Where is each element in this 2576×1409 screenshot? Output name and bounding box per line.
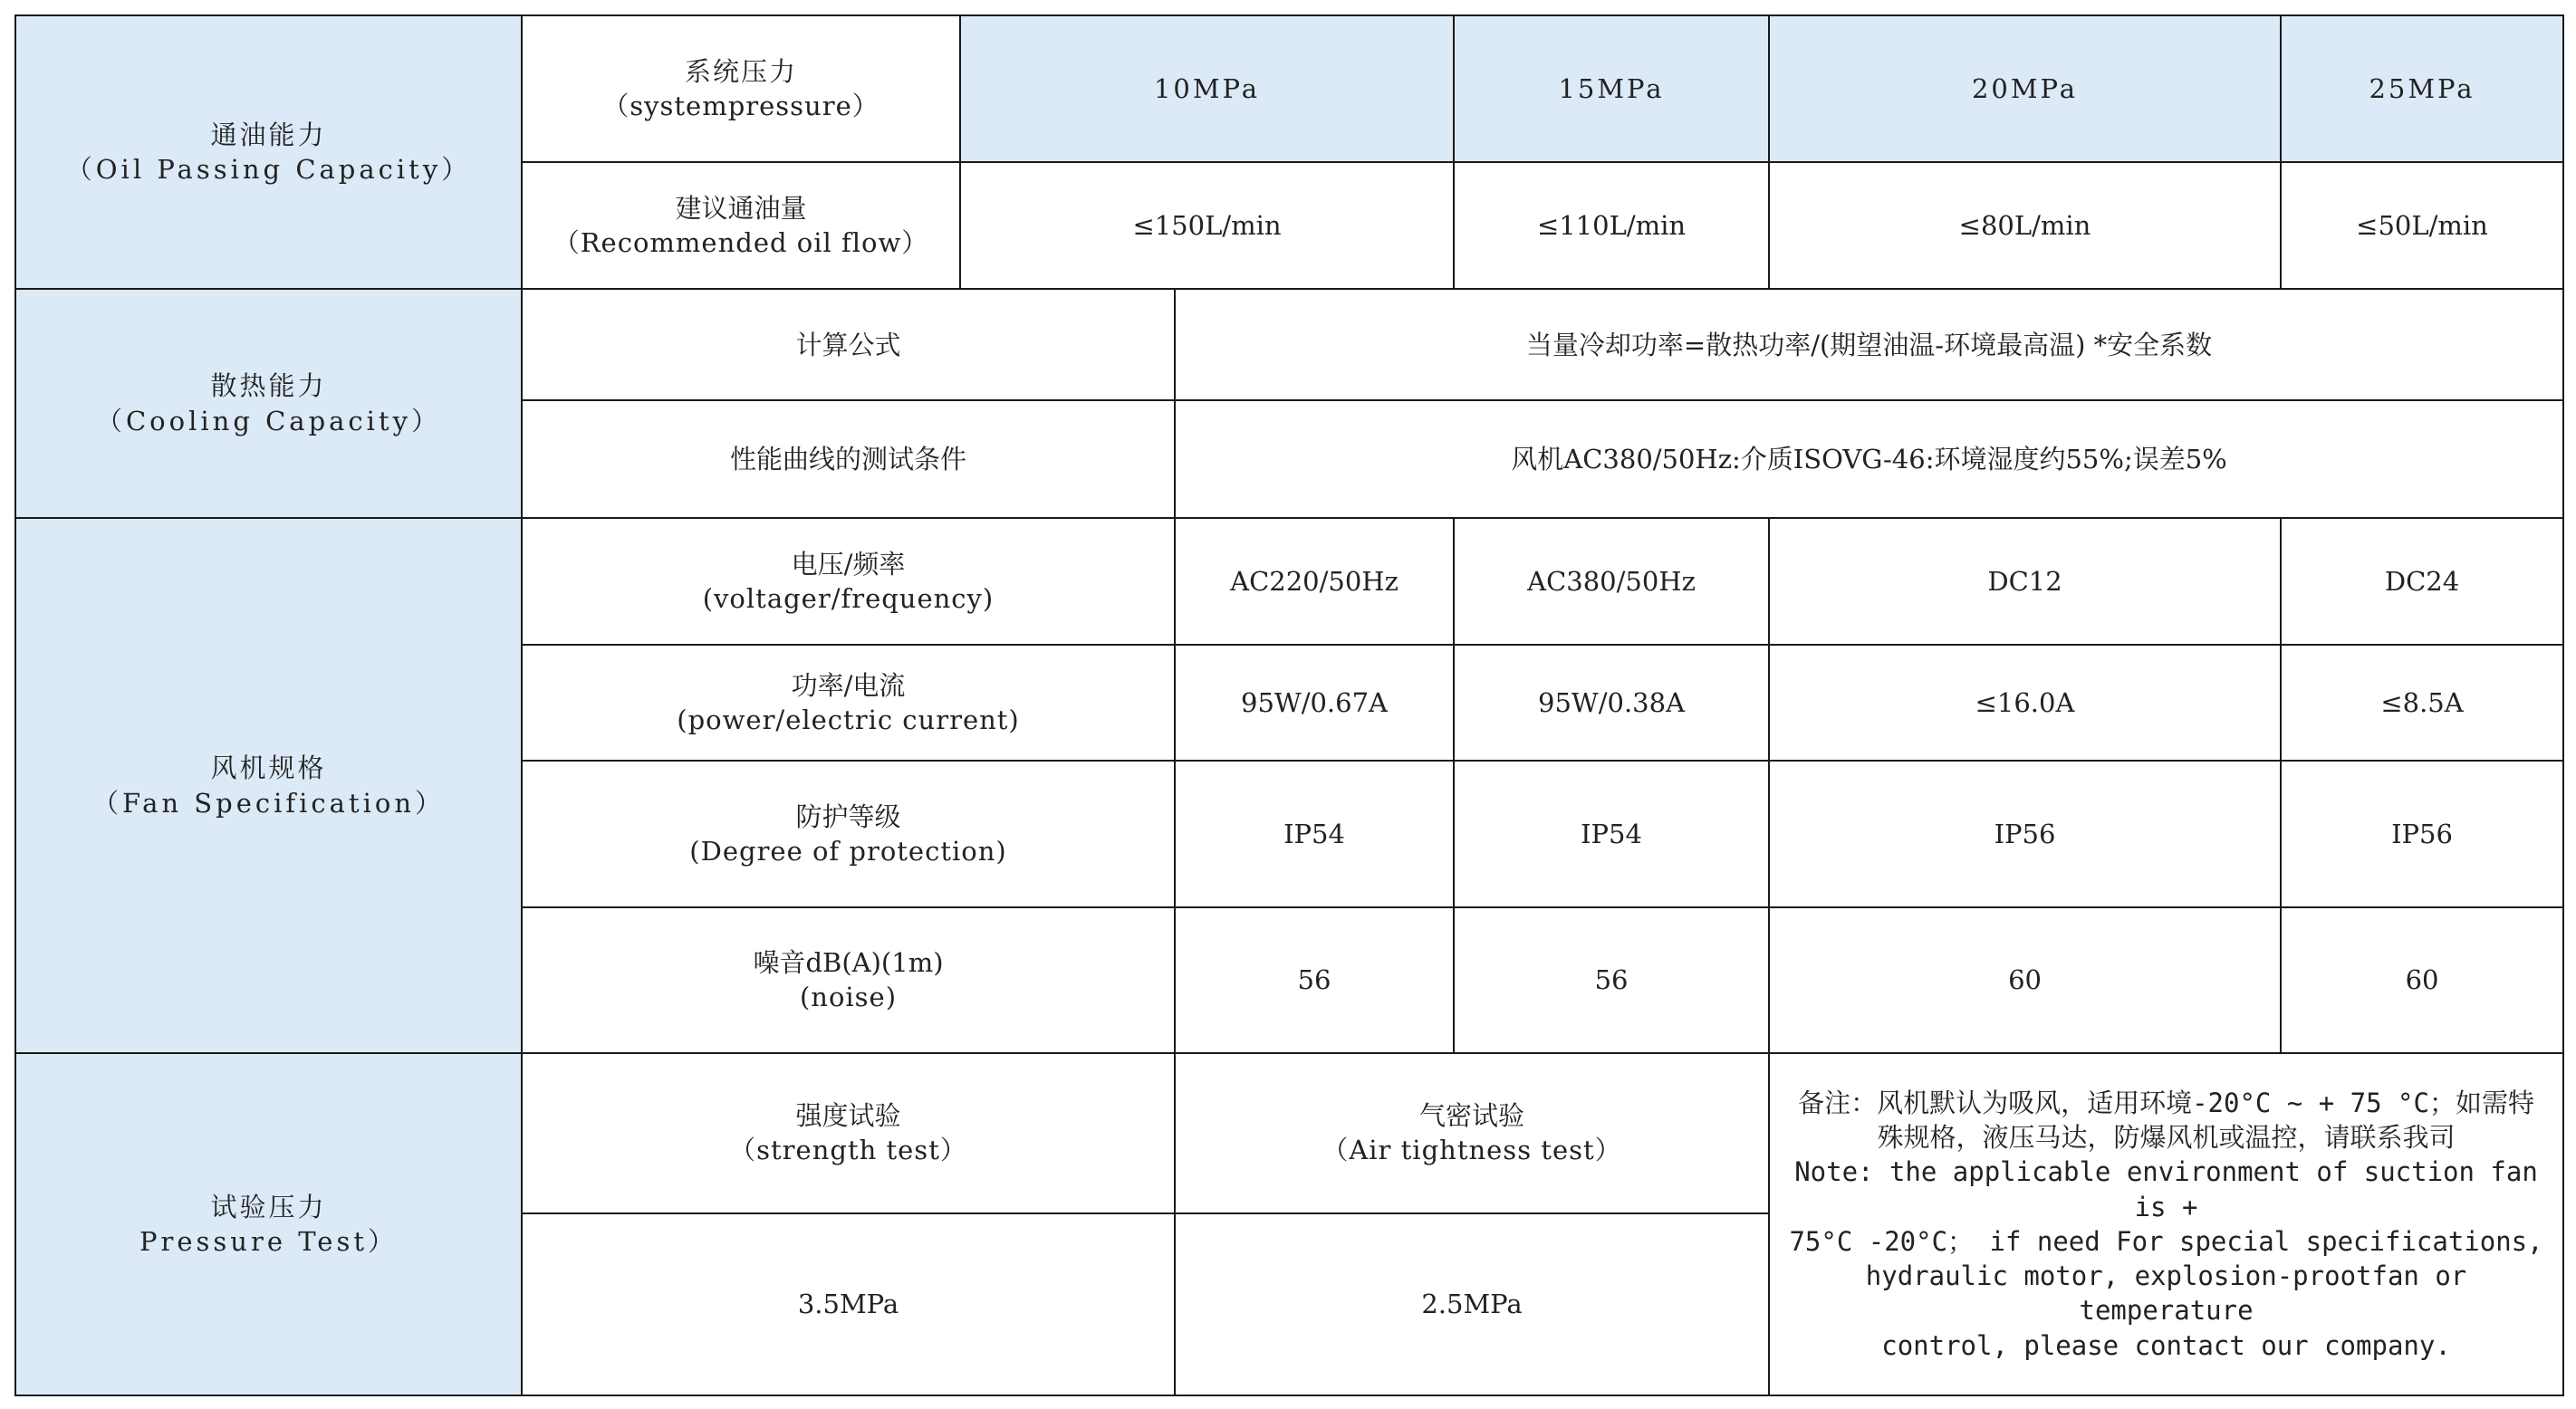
fan-voltage-label-zh: 电压/频率 xyxy=(791,549,906,580)
fan-voltage-value: DC12 xyxy=(1769,518,2281,645)
fan-power-label-zh: 功率/电流 xyxy=(791,670,906,702)
oil-flow-label xyxy=(522,162,960,289)
fan-protection-value: IP54 xyxy=(1175,761,1454,906)
formula-row xyxy=(15,289,2563,400)
formula-value: 当量冷却功率=散热功率/(期望油温-环境最高温) *安全系数 xyxy=(1175,289,2563,400)
oil-flow-label-en: （Recommended oil flow） xyxy=(553,227,929,259)
fan-power-label-en: (power/electric current) xyxy=(677,704,1020,736)
note-line: 备注：风机默认为吸风，适用环境-20°C ~ + 75 °C；如需特 xyxy=(1798,1087,2534,1118)
oil-passing-category-en: （Oil Passing Capacity） xyxy=(65,154,472,186)
oil-passing-category xyxy=(15,15,522,289)
remarks-note xyxy=(1769,1053,2563,1395)
formula-label: 计算公式 xyxy=(522,289,1175,400)
fan-voltage-value: AC380/50Hz xyxy=(1454,518,1769,645)
oil-flow-20mpa: ≤80L/min xyxy=(1769,162,2281,289)
strength-test-label xyxy=(522,1053,1175,1213)
fan-category-en: （Fan Specification） xyxy=(91,787,446,819)
cooling-category xyxy=(15,289,522,518)
system-pressure-label-en: （systempressure） xyxy=(602,91,879,122)
fan-noise-label-zh: 噪音dB(A)(1m) xyxy=(753,946,944,978)
fan-protection-label-en: (Degree of protection) xyxy=(689,836,1007,867)
fan-protection-value: IP56 xyxy=(2281,761,2563,906)
pressure-test-category xyxy=(15,1053,522,1395)
fan-power-value: 95W/0.67A xyxy=(1175,645,1454,761)
fan-power-value: ≤16.0A xyxy=(1769,645,2281,761)
system-pressure-label xyxy=(522,15,960,162)
test-condition-label: 性能曲线的测试条件 xyxy=(522,400,1175,518)
fan-category xyxy=(15,518,522,1052)
note-line: Note: the applicable environment of suction fan is + xyxy=(1794,1156,2538,1222)
fan-voltage-row xyxy=(15,518,2563,645)
note-line: hydraulic motor, explosion-prootfan or temperature xyxy=(1865,1260,2467,1327)
fan-protection-value: IP56 xyxy=(1769,761,2281,906)
oil-flow-25mpa: ≤50L/min xyxy=(2281,162,2563,289)
pressure-20mpa: 20MPa xyxy=(1769,15,2281,162)
strength-test-value: 3.5MPa xyxy=(522,1213,1175,1395)
fan-power-label xyxy=(522,645,1175,761)
fan-protection-value: IP54 xyxy=(1454,761,1769,906)
air-tightness-test-label-zh: 气密试验 xyxy=(1419,1099,1525,1131)
cooling-category-zh: 散热能力 xyxy=(210,370,327,402)
pressure-15mpa: 15MPa xyxy=(1454,15,1769,162)
note-line: 殊规格，液压马达，防爆风机或温控，请联系我司 xyxy=(1877,1122,2456,1154)
fan-voltage-label xyxy=(522,518,1175,645)
fan-voltage-value: AC220/50Hz xyxy=(1175,518,1454,645)
spec-sheet xyxy=(14,14,2562,1396)
fan-noise-value: 56 xyxy=(1454,907,1769,1053)
air-tightness-test-label xyxy=(1175,1053,1769,1213)
fan-category-zh: 风机规格 xyxy=(210,752,327,784)
oil-passing-category-zh: 通油能力 xyxy=(210,119,327,150)
fan-noise-value: 60 xyxy=(1769,907,2281,1053)
fan-power-value: 95W/0.38A xyxy=(1454,645,1769,761)
system-pressure-row xyxy=(15,15,2563,162)
note-line: control, please contact our company. xyxy=(1881,1329,2451,1361)
pressure-test-category-zh: 试验压力 xyxy=(210,1191,327,1222)
fan-noise-label xyxy=(522,907,1175,1053)
strength-test-label-en: （strength test） xyxy=(729,1135,967,1166)
pressure-test-category-en: Pressure Test） xyxy=(139,1225,398,1257)
oil-flow-15mpa: ≤110L/min xyxy=(1454,162,1769,289)
fan-protection-label-zh: 防护等级 xyxy=(795,800,901,832)
air-tightness-test-label-en: （Air tightness test） xyxy=(1322,1135,1622,1166)
fan-voltage-value: DC24 xyxy=(2281,518,2563,645)
oil-flow-10mpa: ≤150L/min xyxy=(960,162,1454,289)
fan-voltage-label-en: (voltager/frequency) xyxy=(702,583,995,615)
air-tightness-test-value: 2.5MPa xyxy=(1175,1213,1769,1395)
fan-power-value: ≤8.5A xyxy=(2281,645,2563,761)
specification-table xyxy=(14,14,2564,1396)
fan-noise-value: 56 xyxy=(1175,907,1454,1053)
fan-noise-label-en: (noise) xyxy=(799,982,898,1013)
strength-test-label-zh: 强度试验 xyxy=(795,1099,901,1131)
pressure-25mpa: 25MPa xyxy=(2281,15,2563,162)
pressure-10mpa: 10MPa xyxy=(960,15,1454,162)
pressure-test-header-row xyxy=(15,1053,2563,1213)
cooling-category-en: （Cooling Capacity） xyxy=(95,405,441,436)
test-condition-value: 风机AC380/50Hz:介质ISOVG-46:环境湿度约55%;误差5% xyxy=(1175,400,2563,518)
oil-flow-label-zh: 建议通油量 xyxy=(675,192,807,224)
fan-noise-value: 60 xyxy=(2281,907,2563,1053)
fan-protection-label xyxy=(522,761,1175,906)
note-line: 75°C -20°C； if need For special specifications, xyxy=(1789,1225,2543,1257)
system-pressure-label-zh: 系统压力 xyxy=(684,55,797,87)
